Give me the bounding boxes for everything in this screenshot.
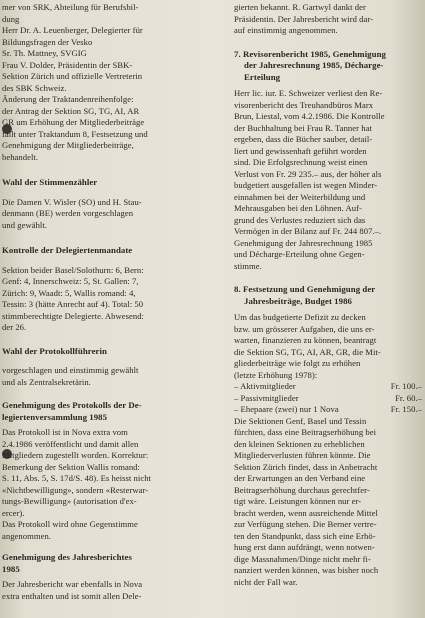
text-line: Das Protokoll ist in Nova extra vom <box>2 427 128 437</box>
annual-report-continued <box>234 2 422 37</box>
text-line: der Erwartungen an den Verband eine <box>234 473 366 483</box>
text-line: Mitgliederverlusten führen könnte. Die <box>234 450 371 460</box>
text-line: angenommen. <box>2 530 51 541</box>
heading-line: Erteilung <box>244 71 281 82</box>
text-line: visorenbericht des Treuhandbüros Marx <box>234 99 374 110</box>
section-heading-mandates: Kontrolle der Delegiertenmandate <box>2 245 133 255</box>
fee-row <box>234 393 422 405</box>
text-line: fällt unter Traktandum 8, Festsetzung und <box>2 128 148 139</box>
section-vote-counters <box>2 197 222 232</box>
text-line: Mehrausgaben bei den Löhnen. Auf- <box>234 203 362 213</box>
text-line: mer von SRK, Abteilung für Berufsbil- <box>2 2 139 12</box>
text-line: grund des Verlustes reduziert sich das <box>234 214 366 225</box>
heading-line: legiertenversammlung 1985 <box>2 411 108 422</box>
section-heading-annual-report <box>2 552 222 575</box>
text-line: hung erst dann aufdrängt, wenn notwen- <box>234 542 375 552</box>
text-line: der 26. <box>2 322 27 332</box>
text-line: Sr. Th. Mattney, SVGIG <box>2 48 87 58</box>
text-line: bracht werden, wenn ausreichende Mittel <box>234 507 378 518</box>
text-line: (letzte Erhöhung 1978): <box>234 369 318 380</box>
section-heading-fees-budget <box>234 284 422 307</box>
text-line: ten den Standpunkt, dass sich eine Erhö- <box>234 530 376 541</box>
text-line: auf einstimmig angenommen. <box>234 25 338 35</box>
fee-value: Fr. 60.– <box>395 392 422 403</box>
text-line: denmann (BE) werden vorgeschlagen <box>2 208 134 218</box>
text-line: Sektion Zürich findet, dass in Anbetracht <box>234 461 378 472</box>
text-line: Genehmigung der Jahresrechnung 1985 <box>234 237 373 248</box>
text-line: warten, finanzieren zu können, beantragt <box>234 335 377 345</box>
text-line: Die Sektionen Genf, Basel und Tessin <box>234 415 367 426</box>
heading-line: 7. Revisorenbericht 1985, Genehmigung <box>234 48 386 59</box>
text-line: bzw. um grösserer Aufgaben, die uns er- <box>234 323 375 334</box>
fee-value: Fr. 100.– <box>390 381 422 391</box>
text-line: nicht der Fall war. <box>234 576 298 587</box>
section-annual-report <box>2 579 222 602</box>
section-minutes-keeper <box>2 365 222 388</box>
section-auditor-report <box>234 88 422 272</box>
section-heading-auditor-report <box>234 49 422 84</box>
text-line: und Décharge-Erteilung ohne Gegen- <box>234 249 365 259</box>
heading-line: Genehmigung des Jahresberichtes <box>2 552 132 562</box>
heading-line: 8. Festsetzung und Genehmigung der <box>234 284 376 294</box>
text-line: vorgeschlagen und einstimmig gewählt <box>2 365 139 375</box>
fee-row <box>234 381 422 393</box>
text-line: Bildungsfragen der Vesko <box>2 36 93 47</box>
text-line: Verlust von Fr. 29 235.– aus, der höher als <box>234 168 382 179</box>
text-line: und als Zentralsekretärin. <box>2 376 91 387</box>
text-line: stimme. <box>234 260 262 271</box>
text-line: Mitgliedern zugestellt worden. Korrektur: <box>2 450 149 460</box>
text-line: Herr lic. iur. E. Schweizer verliest den Re- <box>234 88 383 98</box>
text-line: Änderung der Traktandenreihenfolge: <box>2 94 134 104</box>
text-line: Brun, Liestal, vom 4.2.1986. Die Kontrolle <box>234 111 385 121</box>
text-line: stimmberechtigte Delegierte. Abwesend: <box>2 310 144 321</box>
fee-value: Fr. 150.– <box>390 404 422 414</box>
text-line: ergeben, dass die Bücher sauber, detail- <box>234 134 373 144</box>
text-line: Herr Dr. A. Leuenberger, Delegierter für <box>2 25 143 35</box>
text-line: tungs-Bewilligung» (autorisation d'ex- <box>2 496 137 506</box>
text-line: gliederbeiträge wie folgt zu erhöhen <box>234 358 361 368</box>
heading-line: Jahresbeiträge, Budget 1986 <box>244 295 352 306</box>
text-line: Sektion beider Basel/Solothurn: 6, Bern: <box>2 264 144 275</box>
text-line: 2.4.1986 veröffentlicht und damit allen <box>2 438 139 449</box>
fee-label: – Ehepaare (zwei) nur 1 Nova <box>234 404 339 414</box>
heading-line: Genehmigung des Protokolls der De- <box>2 400 142 410</box>
text-line: budgetiert ausgefallen ist wegen Minder- <box>234 180 378 190</box>
text-line: nanziert werden können, was bisher noch <box>234 565 379 575</box>
text-line: «Nichtbewilligung», sondern «Resterwar- <box>2 484 149 495</box>
text-line: extra enthalten und ist somit allen Dele- <box>2 590 142 601</box>
text-line: liert und gewissenhaft geführt worden <box>234 145 367 156</box>
text-line: dung <box>2 13 20 24</box>
text-line: die Sektion SG, TG, AI, AR, GR, die Mit- <box>234 346 381 357</box>
section-heading-minutes-approval <box>2 400 222 423</box>
text-line: und gewählt. <box>2 219 47 230</box>
text-line: Vermögen in der Bilanz auf Fr. 244 807.–. <box>234 226 382 236</box>
section-heading-vote-counters: Wahl der Stimmenzähler <box>2 177 98 187</box>
text-line: sind. Die Erfolgsrechnung weist einen <box>234 157 368 167</box>
section-heading-minutes-keeper: Wahl der Protokollführerin <box>2 345 107 356</box>
text-line: Sektion Zürich und offizielle Vertreterin <box>2 71 143 81</box>
text-line: gierten bekannt. R. Gartwyl dankt der <box>234 2 366 12</box>
section-mandates <box>2 265 222 334</box>
text-line: Bemerkung der Sektion Wallis romand: <box>2 461 140 472</box>
text-line: Genf: 4, Innerschweiz: 5, St. Gallen: 7, <box>2 276 139 286</box>
text-line: den kleinen Sektionen zu erheblichen <box>234 438 365 449</box>
text-line: S. 11, Abs. 5, S. 17d/S. 48). Es heisst nicht <box>2 473 151 483</box>
text-line: tigt wäre. Leistungen können nur er- <box>234 496 362 506</box>
text-line: der Antrag der Sektion SG, TG, AI, AR <box>2 105 140 116</box>
text-line: Das Protokoll wird ohne Gegenstimme <box>2 519 138 529</box>
text-line: Um das budgetierte Defizit zu decken <box>234 312 366 322</box>
text-line: fürchten, dass eine Beitragserhöhung bei <box>234 427 377 437</box>
text-line: Tessin: 3 (hätte Anrecht auf 4). Total: 50 <box>2 299 144 309</box>
text-line: behandelt. <box>2 151 39 162</box>
text-line: einnahmen bei der Weiterbildung und <box>234 191 366 202</box>
fee-row <box>234 404 422 416</box>
text-line: Präsidentin. Der Jahresbericht wird dar- <box>234 13 374 24</box>
section-minutes-approval <box>2 427 222 542</box>
text-line: Der Jahresbericht war ebenfalls in Nova <box>2 579 143 589</box>
fee-label: – Passivmitglieder <box>234 392 299 403</box>
fee-label: – Aktivmitglieder <box>234 381 296 391</box>
text-line: Genehmigung der Mitgliederbeiträge, <box>2 140 134 150</box>
text-line: der Buchhaltung bei Frau R. Tanner hat <box>234 122 372 133</box>
text-line: Zürich: 9, Waadt: 5, Wallis romand: 4, <box>2 287 136 298</box>
text-line: Die Damen V. Wisler (SO) und H. Stau- <box>2 196 142 207</box>
intro-paragraph <box>2 2 222 163</box>
text-line: Beitragserhöhung durchaus gerechtfer- <box>234 484 370 495</box>
text-line: zur Verfügung stehen. Die Berner vertre- <box>234 519 377 529</box>
text-line: GR um Erhöhung der Mitgliederbeiträge <box>2 117 145 127</box>
heading-line: der Jahresrechnung 1985, Décharge- <box>244 60 384 70</box>
text-line: des SBK Schweiz. <box>2 82 67 93</box>
text-line: Frau V. Dolder, Präsidentin der SBK- <box>2 59 133 70</box>
text-line: dige Massnahmen/Dinge nicht mehr fi- <box>234 553 371 564</box>
heading-line: 1985 <box>2 563 20 574</box>
fee-list <box>234 381 422 416</box>
right-column <box>234 0 422 618</box>
text-line: ercer). <box>2 507 25 518</box>
section-fees-budget <box>234 312 422 588</box>
